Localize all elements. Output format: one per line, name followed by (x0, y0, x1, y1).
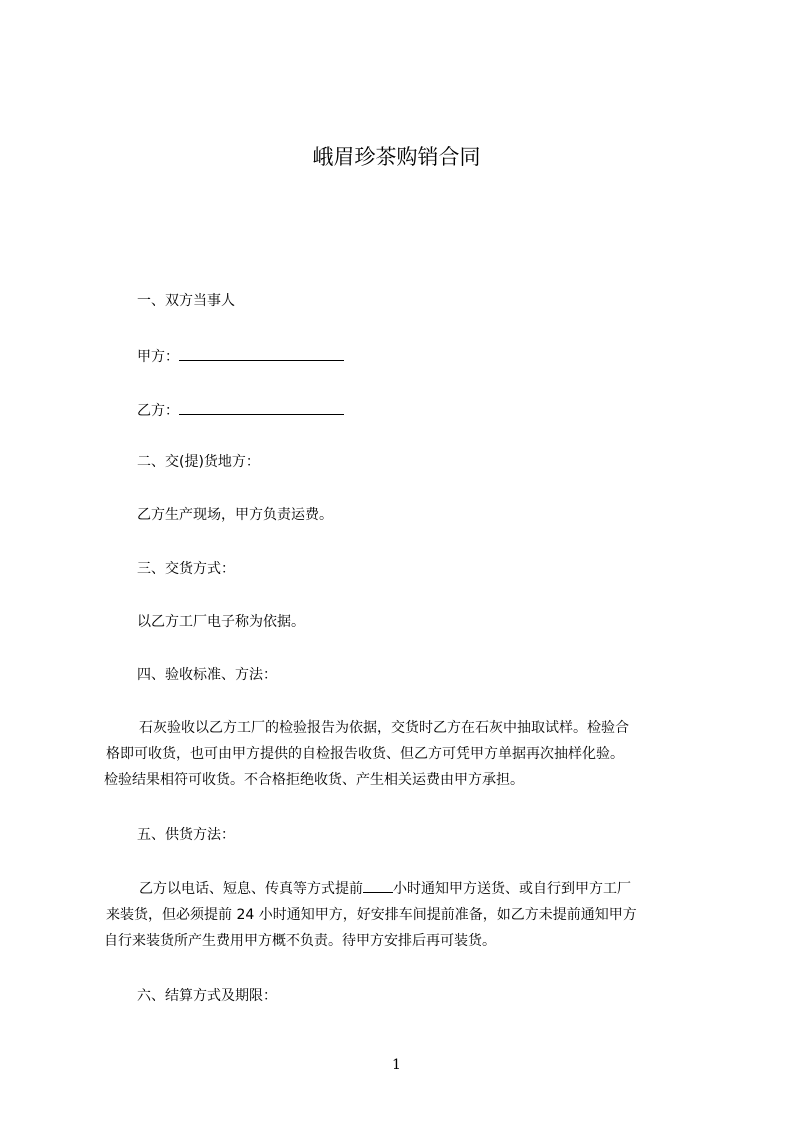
page-number: 1 (392, 1057, 401, 1073)
section-5-heading: 五、供货方法： (137, 827, 235, 843)
document-title: 峨眉珍茶购销合同 (312, 145, 481, 169)
section-6-heading: 六、结算方式及期限： (137, 988, 277, 1004)
section-3-body: 以乙方工厂电子称为依据。 (137, 614, 305, 630)
section-4-body (104, 715, 698, 793)
section-1-heading: 一、双方当事人 (137, 293, 235, 309)
section-5-line-3: 自行来装货所产生费用甲方概不负责。待甲方安排后再可装货。 (104, 933, 496, 949)
party-b-line (137, 399, 344, 421)
section-2-heading: 二、交(提)货地方： (137, 454, 260, 470)
notice-hours-blank (363, 878, 393, 893)
section-5-line-1-part-a: 乙方以电话、短息、传真等方式提前 (139, 881, 363, 897)
section-3-heading: 三、交货方式： (137, 561, 235, 577)
section-5-body (104, 876, 698, 954)
party-b-blank (179, 399, 344, 415)
section-4-heading: 四、验收标准、方法： (137, 667, 277, 683)
party-a-line (137, 345, 344, 367)
section-5-line-1-part-b: 小时通知甲方送货、或自行到甲方工厂 (393, 881, 631, 897)
party-b-label: 乙方： (137, 403, 179, 419)
section-5-line-2: 来装货，但必须提前 24 小时通知甲方，好安排车间提前准备，如乙方未提前通知甲方 (106, 907, 637, 923)
section-2-body: 乙方生产现场，甲方负责运费。 (137, 507, 333, 523)
section-5-line-1 (104, 876, 698, 902)
section-4-line-3: 检验结果相符可收货。不合格拒绝收货、产生相关运费由甲方承担。 (104, 772, 524, 788)
party-a-label: 甲方： (137, 349, 179, 365)
section-4-line-2: 格即可收货，也可由甲方提供的自检报告收货、但乙方可凭甲方单据再次抽样化验。 (106, 746, 624, 762)
section-4-line-1: 石灰验收以乙方工厂的检验报告为依据，交货时乙方在石灰中抽取试样。检验合 (139, 720, 629, 736)
party-a-blank (179, 345, 344, 361)
